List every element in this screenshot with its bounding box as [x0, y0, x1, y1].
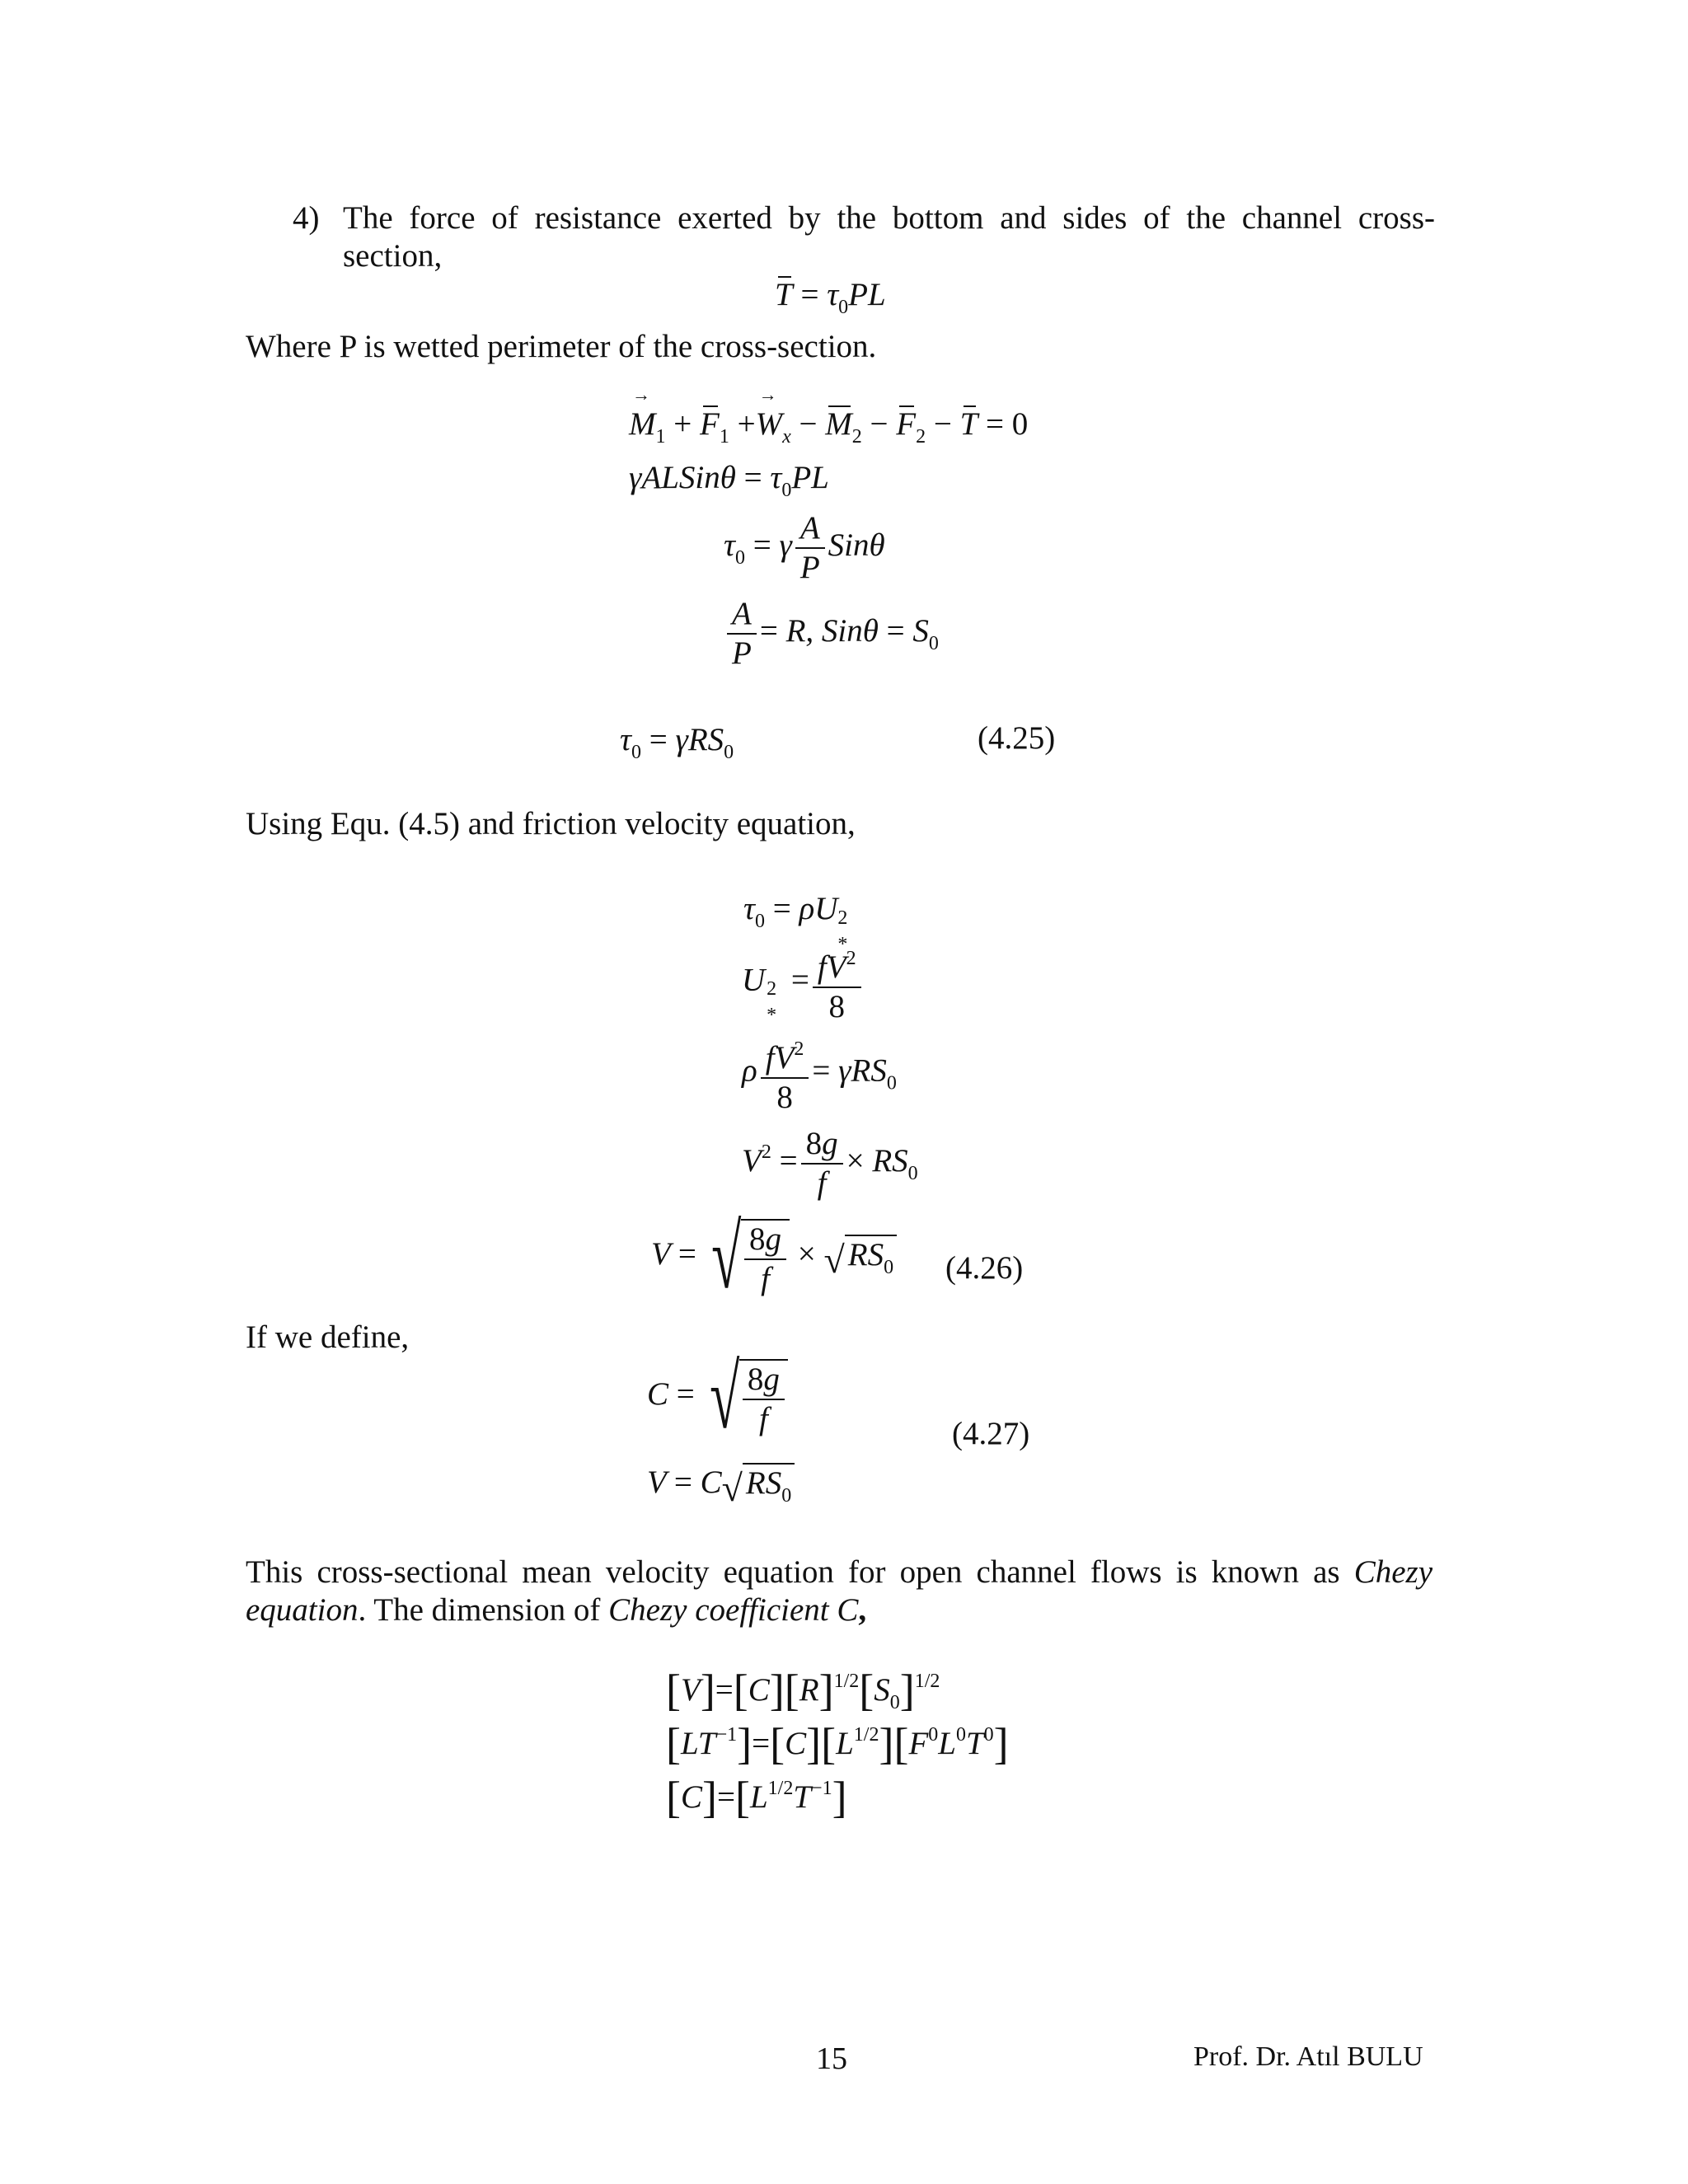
- equation-v-squared: $V^2$ = $\frac{8g}{f}$ × $RS_0$: [742, 1126, 918, 1201]
- comma: ,: [858, 1592, 867, 1628]
- chezy-paragraph-line2: [246, 1591, 866, 1629]
- equation-number-4-26: (4.26): [945, 1250, 1024, 1286]
- equation-chezy-coefficient: C = √ $\frac{8g}{f}$: [647, 1356, 788, 1438]
- equation-hydraulic-radius: $\frac{A}{P}$ = R, $Sin\theta = S_0$: [724, 595, 939, 673]
- equation-tau-frac: $\tau_0 = \gamma$ $\frac{A}{P}$ Sinθ: [724, 510, 885, 585]
- equation-resistance-force: $T = \tau_0PL$: [775, 277, 886, 318]
- item-text-line1: The force of resistance exerted by the bottom and sides of the channel cross-: [343, 200, 1435, 236]
- item-text-line2: section,: [343, 238, 443, 274]
- equation-tau-rs: $\tau_0 = \gamma RS_0$: [620, 722, 734, 763]
- equation-rho-frac: ρ $\frac{fV^2}{8}$ = γRS$_0$: [742, 1030, 897, 1117]
- equation-gamma-alsin: γALSinθ = $\tau_0PL$: [629, 460, 829, 501]
- equation-momentum-balance: → $M_1 + F_1 +\to W_x - M_2 - F_2 - T = 0$: [629, 405, 1028, 448]
- if-we-define-text: If we define,: [246, 1319, 410, 1355]
- chezy-text-part1: This cross-sectional mean velocity equation for open channel flows is known as: [246, 1554, 1354, 1590]
- equation-number-4-27: (4.27): [952, 1416, 1030, 1451]
- chezy-paragraph-line1: [246, 1554, 1432, 1591]
- using-equation-text: Using Equ. (4.5) and friction velocity equation,: [246, 806, 856, 841]
- where-p-text: Where P is wetted perimeter of the cross-section.: [246, 329, 877, 364]
- equation-chezy: V = C √ $RS_0$: [647, 1463, 795, 1507]
- equation-tau-rho: $\tau_0 = \rho U$ 2 *: [743, 891, 848, 955]
- equation-v-sqrt: V = √ $\frac{8g}{f}$ × √ $RS_0$: [651, 1216, 897, 1298]
- equation-dimension-1: $[V]=[C][R]^{1/2}[S_0]^{1/2}$: [666, 1666, 940, 1715]
- equation-dimension-2: $[LT^{-1}]=[C][L^{1/2}][F^0L^0T^0]$: [666, 1719, 1009, 1769]
- equation-ustar: U 2 * = $\frac{fV^2}{8}$: [742, 940, 865, 1026]
- equation-word: equation: [246, 1592, 359, 1628]
- item-number: 4): [293, 200, 320, 236]
- page-number: 15: [816, 2041, 847, 2076]
- chezy-coefficient-text: Chezy coefficient C: [608, 1592, 859, 1628]
- equation-number-4-25: (4.25): [978, 720, 1056, 756]
- equation-dimension-3: $[C]=[L^{1/2}T^{-1}]$: [666, 1773, 847, 1822]
- footer-author: Prof. Dr. Atıl BULU: [1193, 2041, 1423, 2072]
- chezy-text-italic: Chezy: [1353, 1554, 1432, 1590]
- dimension-text: . The dimension of: [358, 1592, 609, 1628]
